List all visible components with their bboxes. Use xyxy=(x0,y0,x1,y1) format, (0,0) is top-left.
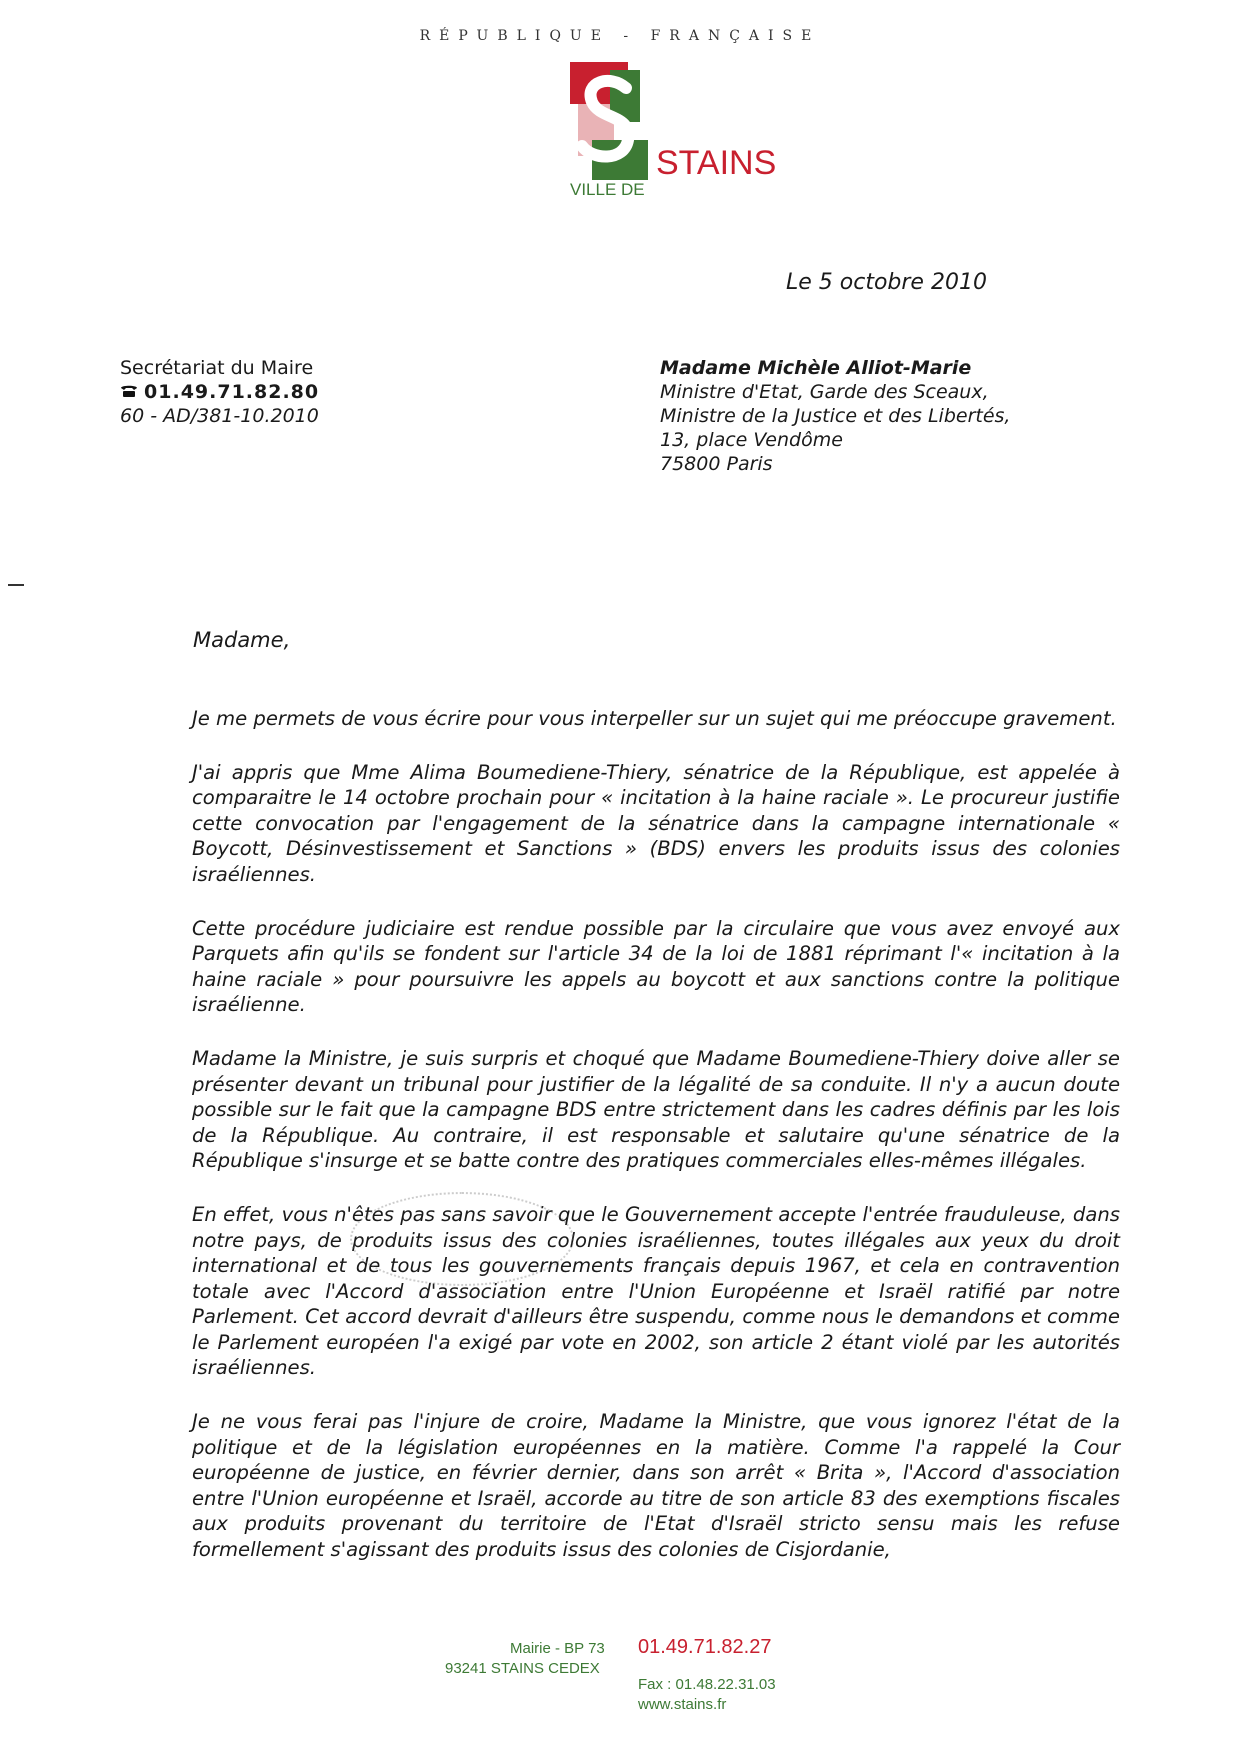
letter-date: Le 5 octobre 2010 xyxy=(786,270,987,295)
ville-de-stains-logo xyxy=(570,62,790,212)
logo-s-mark xyxy=(570,62,660,182)
recipient-line: 13, place Vendôme xyxy=(660,429,843,451)
body-paragraph: J'ai appris que Mme Alima Boumediene-Thiery, sénatrice de la République, est appelée à comparaitre le 14 octobre prochain pour « incitation à la haine raciale ». Le procureur justifie cette convocation par l'engagement de la sénatrice dans la campagne internationale « Boycott, Désinvestissement et Sanctions » (BDS) envers les produits issus des colonies israéliennes. xyxy=(192,760,1120,886)
sender-reference: 60 - AD/381-10.2010 xyxy=(120,405,319,427)
salutation: Madame, xyxy=(193,628,291,652)
body-paragraph: En effet, vous n'êtes pas sans savoir que le Gouvernement accepte l'entrée frauduleuse, dans notre pays, de produits issus des colonies israéliennes, toutes illégales aux yeux du droit international et de tous les gouvernements français depuis 1967, et cela en contravention totale avec l'Accord d'association entre l'Union Européenne et Israël ratifié par notre Parlement. Cet accord devrait d'ailleurs être suspendu, comme nous le demandons et comme le Parlement européen l'a exigé par vote en 2002, son article 2 étant violé par les autorités israéliennes. xyxy=(192,1202,1120,1380)
sender-phone: 01.49.71.82.80 xyxy=(144,381,320,403)
republique-header: RÉPUBLIQUE - FRANÇAISE xyxy=(419,28,821,44)
recipient-line: Ministre de la Justice et des Libertés, xyxy=(660,405,1011,427)
recipient-line: Ministre d'Etat, Garde des Sceaux, xyxy=(660,381,989,403)
letterhead-footer xyxy=(0,1638,1240,1748)
footer-city: 93241 STAINS CEDEX xyxy=(445,1660,600,1677)
body-paragraph: Madame la Ministre, je suis surpris et choqué que Madame Boumediene-Thiery doive aller se présenter devant un tribunal pour justifier de la légalité de sa conduite. Il n'y a aucun doute possible sur le fait que la campagne BDS entre strictement dans les cadres définis par les lois de la République. Au contraire, il est responsable et salutaire qu'une sénatrice de la République s'insurge et se batte contre des pratiques commerciales elles-mêmes illégales. xyxy=(192,1046,1120,1173)
margin-fold-mark xyxy=(8,584,24,586)
recipient-line: 75800 Paris xyxy=(660,453,773,475)
footer-mairie: Mairie - BP 73 xyxy=(510,1640,605,1657)
sender-phone-line xyxy=(120,380,319,404)
letter-body xyxy=(192,706,1120,1591)
body-paragraph: Je ne vous ferai pas l'injure de croire, Madame la Ministre, que vous ignorez l'état de la politique et de la législation européennes en la matière. Comme l'a rappelé la Cour européenne de justice, en février dernier, dans son arrêt « Brita », l'Accord d'association entre l'Union européenne et Israël, accorde au titre de son article 83 des exemptions fiscales aux produits provenant du territoire de l'Etat d'Israël stricto sensu mais les refuse formellement s'agissant des produits issus des colonies de Cisjordanie, xyxy=(192,1410,1120,1562)
recipient-block xyxy=(660,356,1010,476)
body-paragraph: Cette procédure judiciaire est rendue possible par la circulaire que vous avez envoyé aux Parquets afin qu'ils se fondent sur l'article 34 de la loi de 1881 réprimant l'« incitation à la haine raciale » pour poursuivre les appels au boycott et aux sanctions contre la politique israélienne. xyxy=(192,916,1120,1017)
footer-website: www.stains.fr xyxy=(638,1696,727,1713)
telephone-icon xyxy=(120,381,144,403)
sender-block xyxy=(120,356,319,428)
recipient-name: Madame Michèle Alliot-Marie xyxy=(660,357,972,379)
sender-office: Secrétariat du Maire xyxy=(120,357,314,379)
body-paragraph: Je me permets de vous écrire pour vous interpeller sur un sujet qui me préoccupe gravement. xyxy=(192,707,1117,730)
logo-city-name: STAINS xyxy=(656,144,777,182)
footer-phone: 01.49.71.82.27 xyxy=(638,1636,772,1658)
footer-fax: Fax : 01.48.22.31.03 xyxy=(638,1676,776,1693)
faded-stamp xyxy=(350,1192,574,1286)
logo-prefix: VILLE DE xyxy=(570,180,645,199)
